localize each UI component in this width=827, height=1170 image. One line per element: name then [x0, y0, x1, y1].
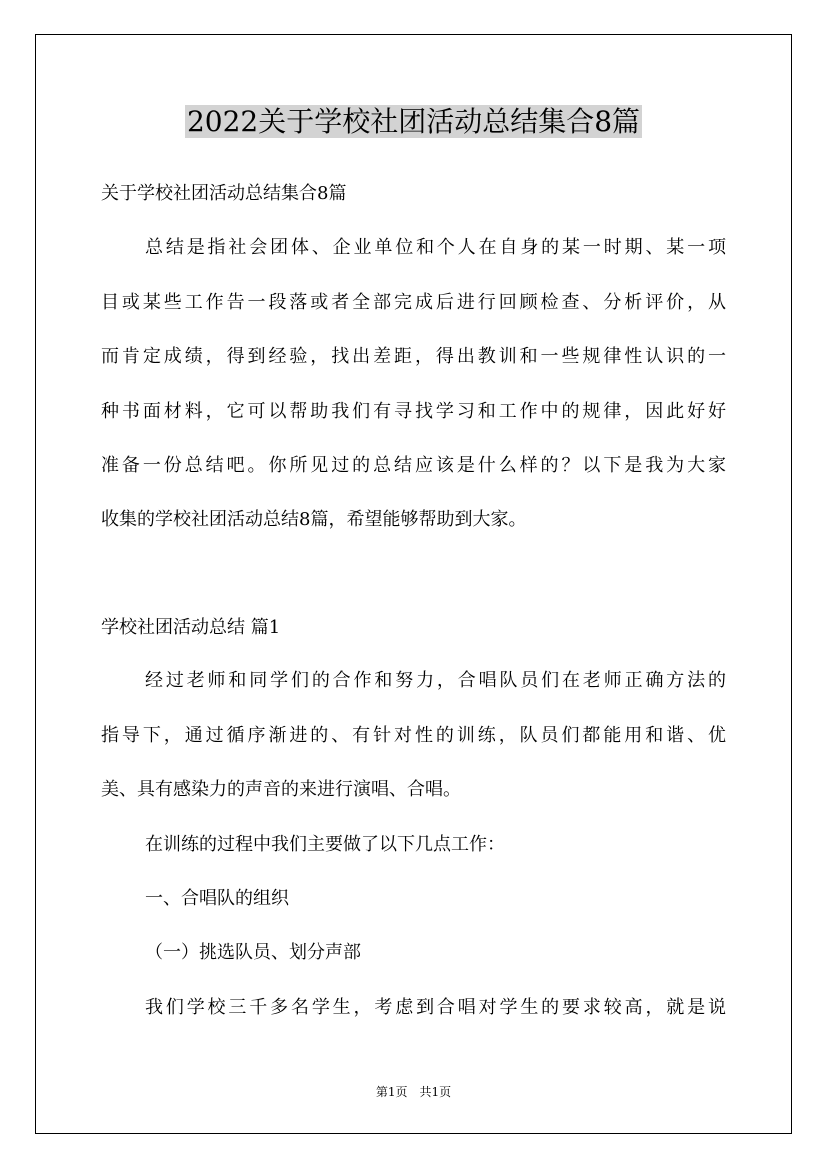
document-title-text: 2022关于学校社团活动总结集合8篇	[186, 105, 641, 138]
section-line-1: 经过老师和同学们的合作和努力，合唱队员们在老师正确方法的	[145, 670, 726, 691]
section-heading: 学校社团活动总结 篇1	[101, 617, 281, 638]
section-line-3: 美、具有感染力的声音的来进行演唱、合唱。	[101, 779, 461, 800]
section-line-5: 一、合唱队的组织	[145, 888, 289, 909]
document-subtitle: 关于学校社团活动总结集合8篇	[101, 183, 347, 204]
intro-line-4: 种书面材料，它可以帮助我们有寻找学习和工作中的规律，因此好好	[101, 401, 726, 422]
intro-line-5: 准备一份总结吧。你所见过的总结应该是什么样的？以下是我为大家	[101, 455, 726, 476]
intro-line-2: 目或某些工作告一段落或者全部完成后进行回顾检查、分析评价，从	[101, 292, 726, 313]
intro-line-6: 收集的学校社团活动总结8篇，希望能够帮助到大家。	[101, 509, 527, 530]
section-line-6: （一）挑选队员、划分声部	[145, 942, 361, 963]
section-line-2: 指导下，通过循序渐进的、有针对性的训练，队员们都能用和谐、优	[101, 725, 726, 746]
section-line-7: 我们学校三千多名学生，考虑到合唱对学生的要求较高，就是说	[145, 997, 726, 1018]
section-line-4: 在训练的过程中我们主要做了以下几点工作：	[145, 834, 505, 855]
document-title	[0, 100, 827, 144]
page-footer: 第1页 共1页	[375, 1085, 452, 1099]
intro-line-3: 而肯定成绩，得到经验，找出差距，得出教训和一些规律性认识的一	[101, 346, 726, 367]
intro-line-1: 总结是指社会团体、企业单位和个人在自身的某一时期、某一项	[145, 237, 726, 258]
